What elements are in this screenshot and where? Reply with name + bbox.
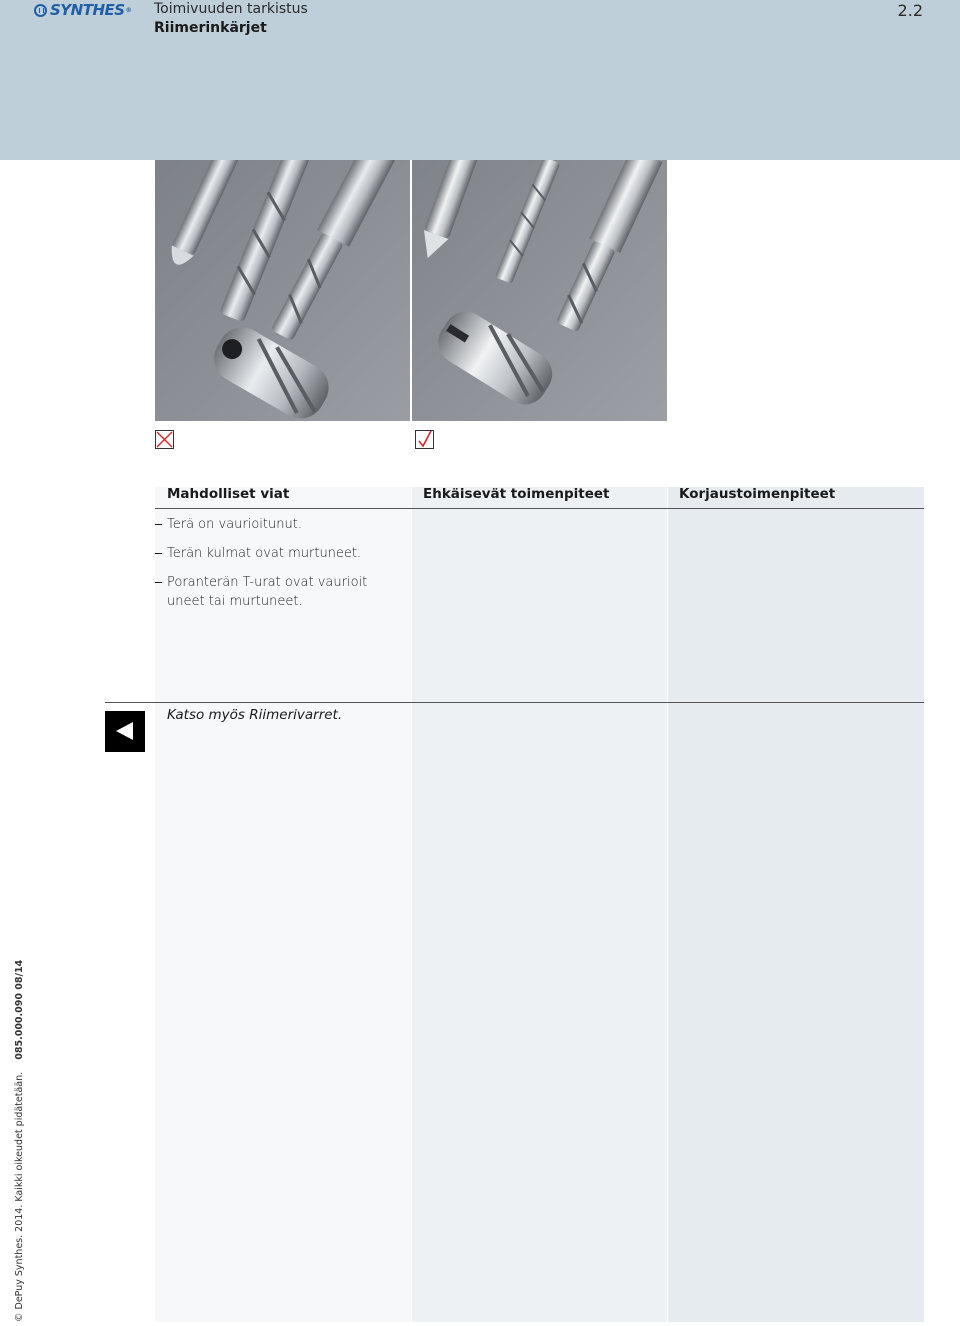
header-preventive-measures: Ehkäisevät toimenpiteet xyxy=(423,486,610,502)
page-title: Riimerinkärjet xyxy=(154,20,267,36)
check-mark-icon xyxy=(415,430,434,449)
section-subtitle: Toimivuuden tarkistus xyxy=(154,1,308,17)
list-item: Terä on vaurioitunut. xyxy=(155,515,395,534)
column-corrective-bg xyxy=(668,487,924,1322)
header-possible-defects: Mahdolliset viat xyxy=(167,486,290,502)
header-band xyxy=(0,0,960,160)
synthes-logo-icon xyxy=(34,4,47,17)
column-preventive-bg xyxy=(412,487,667,1322)
page-number: 2.2 xyxy=(897,1,923,20)
footer-copyright xyxy=(14,960,25,1322)
photo-damaged-reamer-heads xyxy=(155,160,410,421)
photo-good-reamer-heads xyxy=(412,160,667,421)
arrow-left-icon xyxy=(116,722,133,740)
synthes-logo: SYNTHES ® xyxy=(34,1,131,19)
defects-list xyxy=(155,515,395,621)
list-item: Poranterän T-urat ovat vaurioit uneet tai murtuneet. xyxy=(155,573,395,611)
logo-text: SYNTHES xyxy=(50,1,125,19)
table-header-rule xyxy=(155,508,924,509)
document-code: 085.000.090 08/14 xyxy=(14,959,25,1060)
see-also-link[interactable]: Katso myös Riimerivarret. xyxy=(167,707,343,723)
copyright-text: © DePuy Synthes. 2014. Kaikki oikeudet pidätetään. xyxy=(14,1071,25,1322)
see-also-rule xyxy=(105,702,924,703)
header-corrective-measures: Korjaustoimenpiteet xyxy=(679,486,836,502)
cross-mark-icon xyxy=(155,430,174,449)
list-item: Terän kulmat ovat murtuneet. xyxy=(155,544,395,563)
back-arrow-button[interactable] xyxy=(105,711,145,752)
